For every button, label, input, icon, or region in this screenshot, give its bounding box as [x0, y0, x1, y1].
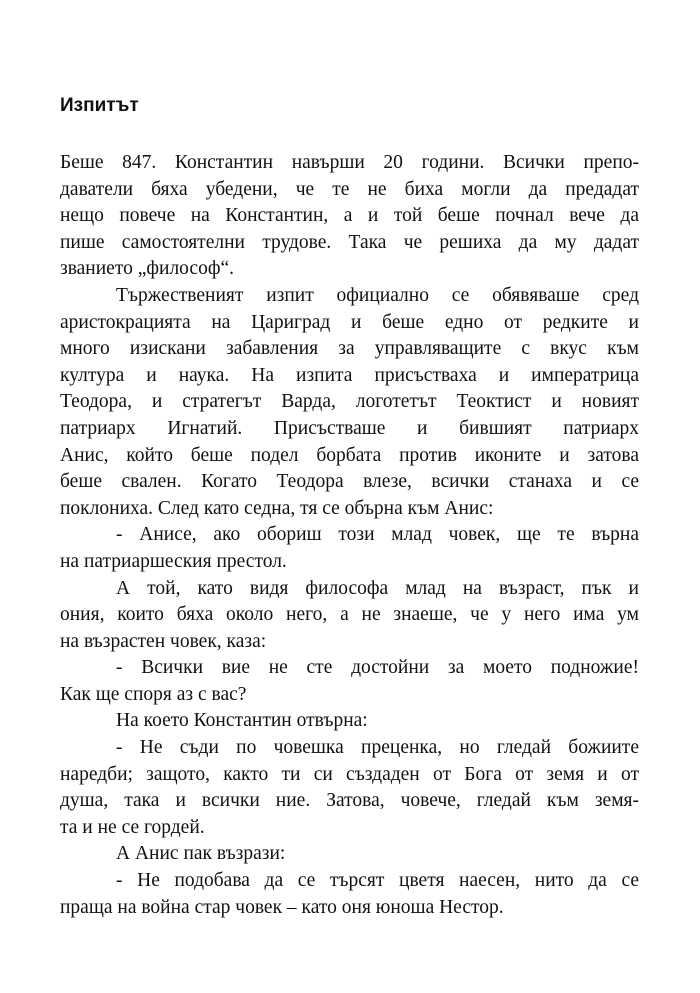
text-line: патриарх Игнатий. Присъстваше и бившият патриарх — [60, 417, 639, 439]
paragraph — [60, 655, 639, 708]
text-line: Теодора, и стратегът Варда, логотетът Теоктист и новият — [60, 391, 639, 413]
text-line: праща на война стар човек – като оня юноша Нестор. — [60, 896, 504, 918]
paragraph — [60, 522, 639, 575]
paragraph — [60, 841, 639, 868]
text-line: А Анис пак възрази: — [116, 843, 286, 865]
text-line: званието „философ“. — [60, 258, 234, 280]
text-line: - Не съди по човешка преценка, но гледай божиите — [116, 737, 639, 759]
text-line: - Не подобава да се търсят цветя наесен, нито да се — [116, 870, 639, 892]
text-line: душа, така и всички ние. Затова, човече, гледай към земя- — [60, 790, 639, 812]
text-line: Тържественият изпит официално се обявяваше сред — [116, 284, 639, 306]
text-line: А той, като видя философа млад на възраст, пък и — [116, 577, 639, 599]
text-line: много изискани забавления за управляващите с вкус към — [60, 338, 639, 360]
text-line: пише самостоятелни трудове. Така че решиха да му дадат — [60, 231, 639, 253]
paragraph — [60, 283, 639, 522]
text-line: - Всички вие не сте достойни за моето подножие! — [116, 657, 639, 679]
text-line: аристокрацията на Цариград и беше едно от редките и — [60, 311, 639, 333]
paragraph — [60, 708, 639, 735]
text-line: на възрастен човек, каза: — [60, 630, 267, 652]
text-line: нещо повече на Константин, а и той беше почнал вече да — [60, 205, 639, 227]
text-line: даватели бяха убедени, че те не биха могли да предадат — [60, 178, 639, 200]
text-line: Как ще споря аз с вас? — [60, 683, 247, 705]
text-line: - Анисе, ако обориш този млад човек, ще те върна — [116, 524, 639, 546]
text-line: наредби; защото, както ти си създаден от Бога от земя и от — [60, 763, 639, 785]
text-line: та и не се гордей. — [60, 816, 205, 838]
text-line: поклониха. След като седна, тя се обърна към Анис: — [60, 497, 494, 519]
text-line: Беше 847. Константин навърши 20 години. Всички препо- — [60, 152, 639, 173]
text-line: беше свален. Когато Теодора влезе, всички станаха и се — [60, 471, 639, 493]
chapter-body — [60, 150, 639, 921]
chapter-heading: Изпитът — [60, 95, 139, 116]
paragraph — [60, 735, 639, 841]
text-line: ония, които бяха около него, а не знаеше, че у него има ум — [60, 604, 639, 626]
text-line: Анис, който беше подел борбата против иконите и затова — [60, 444, 639, 466]
paragraph — [60, 868, 639, 921]
text-line: култура и наука. На изпита присъстваха и императрица — [60, 364, 639, 386]
paragraph — [60, 576, 639, 656]
paragraph — [60, 150, 639, 283]
document-page — [60, 92, 639, 921]
text-line: на патриаршеския престол. — [60, 550, 287, 572]
text-line: На което Константин отвърна: — [116, 710, 368, 732]
